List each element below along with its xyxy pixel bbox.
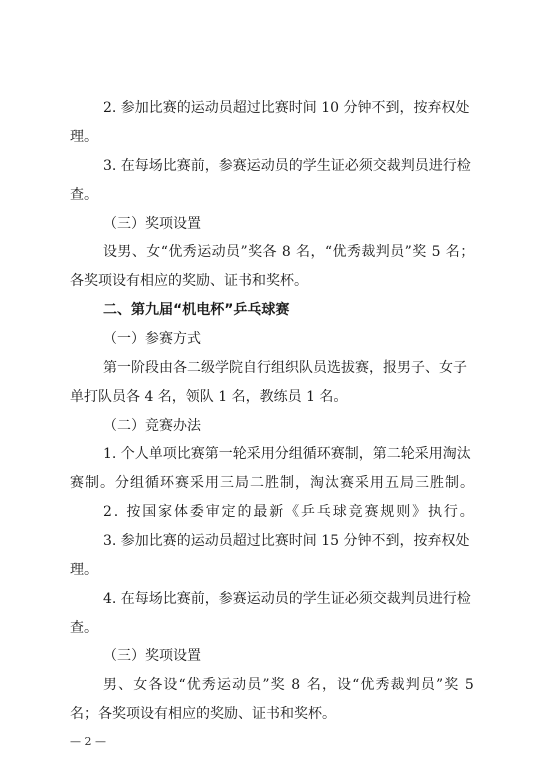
section-heading: （三）奖项设置 <box>103 216 201 232</box>
paragraph-line: 第一阶段由各二级学院自行组织队员选拔赛，报男子、女子 <box>103 360 467 376</box>
paragraph-line: 1. 个人单项比赛第一轮采用分组循环赛制，第二轮采用淘汰 <box>103 446 471 462</box>
paragraph-line: 查。 <box>70 187 98 203</box>
paragraph-line: 各奖项设有相应的奖励、证书和奖杯。 <box>70 273 308 289</box>
paragraph-line: 男、女各设“优秀运动员”奖 8 名，设“优秀裁判员”奖 5 <box>103 677 475 693</box>
paragraph-line: 3. 在每场比赛前，参赛运动员的学生证必须交裁判员进行检 <box>103 158 471 174</box>
paragraph-line: 单打队员各 4 名，领队 1 名，教练员 1 名。 <box>70 389 348 405</box>
paragraph-line: 设男、女“优秀运动员”奖各 8 名，“优秀裁判员”奖 5 名； <box>103 244 475 260</box>
main-heading: 二、第九届“机电杯”乒乓球赛 <box>103 302 290 318</box>
section-heading: （一）参赛方式 <box>103 331 201 347</box>
paragraph-line: 2. 按国家体委审定的最新《乒乓球竞赛规则》执行。 <box>103 504 476 520</box>
paragraph-line: 赛制。分组循环赛采用三局二胜制，淘汰赛采用五局三胜制。 <box>70 475 475 491</box>
paragraph-line: 2. 参加比赛的运动员超过比赛时间 10 分钟不到，按弃权处 <box>103 100 470 116</box>
paragraph-line: 理。 <box>70 562 98 578</box>
page-number: — 2 — <box>70 735 106 748</box>
paragraph-line: 查。 <box>70 620 98 636</box>
paragraph-line: 名；各奖项设有相应的奖励、证书和奖杯。 <box>70 706 336 722</box>
paragraph-line: 3. 参加比赛的运动员超过比赛时间 15 分钟不到，按弃权处 <box>103 533 470 549</box>
paragraph-line: 4. 在每场比赛前，参赛运动员的学生证必须交裁判员进行检 <box>103 591 471 607</box>
section-heading: （三）奖项设置 <box>103 648 201 664</box>
paragraph-line: 理。 <box>70 129 98 145</box>
section-heading: （二）竞赛办法 <box>103 418 201 434</box>
